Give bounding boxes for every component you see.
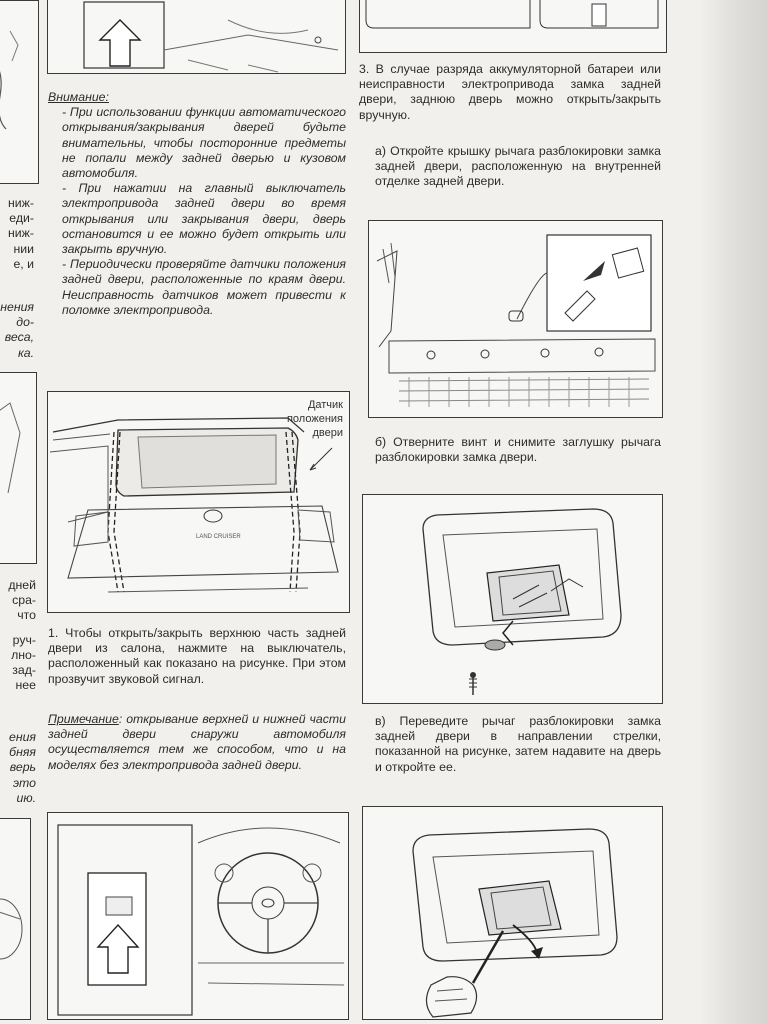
left-fragment: веса, (4, 330, 34, 345)
left-fragment: нения (0, 300, 34, 314)
figure-unscrew-plug (362, 494, 663, 704)
note-text: : открывание верхней и нижней части задней двери снаружи автомобиля осуществляется тем же способом, что и на моделях без электропривода задней двери. (48, 712, 346, 772)
warning-block (48, 90, 346, 318)
figure-release-lever (362, 806, 663, 1020)
left-fragment: до- (16, 315, 34, 330)
left-fragment: верь (9, 760, 36, 775)
left-fragment: е, и (13, 256, 34, 271)
left-fragment: зад- (12, 663, 36, 678)
left-fragment: нии (13, 241, 34, 256)
figure-top-middle (47, 0, 346, 74)
figure-top-right (359, 0, 667, 53)
left-fragment: ения (8, 730, 36, 744)
left-fragment: ию. (16, 790, 36, 805)
left-fragment: что (17, 608, 36, 623)
sensor-label: Датчик (307, 399, 343, 411)
left-fragment: лно- (11, 647, 36, 662)
figure-dashboard (47, 812, 349, 1020)
warning-title: Внимание: (48, 90, 109, 104)
left-fragment: руч- (12, 632, 36, 647)
page-edge-shadow (700, 0, 768, 1024)
left-fragment: ниж- (8, 226, 34, 241)
emblem-text: LAND CRUISER (196, 534, 241, 540)
figure-door-sensor (47, 391, 350, 613)
left-fragment: нее (15, 678, 36, 693)
left-column-cropped (0, 0, 40, 1024)
note-label: Примечание (48, 712, 119, 726)
step3b-text: б) Отверните винт и снимите заглушку рычага разблокировки замка двери. (375, 435, 661, 465)
step1-text: 1. Чтобы открыть/закрыть верхнюю часть задней двери из салона, нажмите на выключатель, расположенный как показано на рисунке. При этом прозвучит звуковой сигнал. (48, 626, 346, 686)
left-fragment: ка. (17, 345, 34, 360)
left-figure-top (0, 0, 39, 184)
note-block (48, 712, 346, 773)
left-fragment: бняя (9, 745, 36, 760)
left-figure-bottom (0, 818, 31, 1020)
sensor-label: двери (312, 427, 343, 439)
warning-item: - При нажатии на главный выключатель электропривода задней двери во время открывания или закрывания двери, дверь остановится и ее можно будет открыть или закрыть вручную. (62, 181, 346, 257)
warning-item: - Периодически проверяйте датчики положения задней двери, расположенные по краям двери. Неисправность датчиков может привести к поломке электропривода. (62, 257, 346, 317)
left-fragment: еди- (9, 211, 34, 226)
step3a-text: а) Откройте крышку рычага разблокировки замка задней двери, расположенную на внутренней отделке задней двери. (375, 144, 661, 189)
left-figure-middle (0, 372, 37, 564)
step3c-text: в) Переведите рычаг разблокировки замка задней двери в направлении стрелки, показанной на рисунке, затем надавите на дверь и откройте ее. (375, 714, 661, 774)
warning-item: - При использовании функции автоматического открывания/закрывания дверей будьте внимательны, чтобы посторонние предметы не попали между задней дверью и кузовом автомобиля. (62, 105, 346, 181)
step3-text: 3. В случае разряда аккумуляторной батареи или неисправности электропривода замка задней двери, заднюю дверь можно открыть/закрыть вручную. (359, 62, 661, 122)
sensor-label: положения (286, 413, 343, 425)
left-fragment: это (13, 775, 36, 790)
figure-lever-cover (368, 220, 663, 418)
left-fragment: сра- (12, 593, 36, 608)
left-fragment: дней (8, 578, 36, 592)
left-fragment: ниж- (8, 196, 34, 210)
